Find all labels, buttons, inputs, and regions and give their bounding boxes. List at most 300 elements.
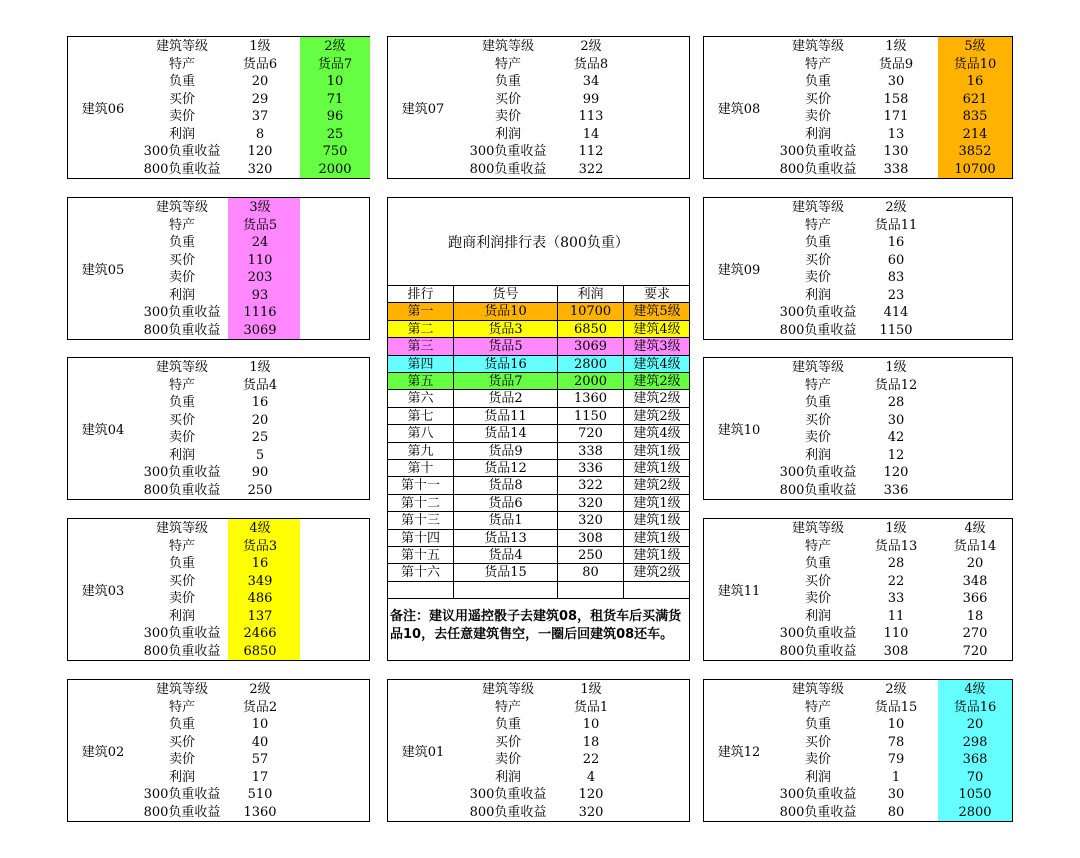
value-primary: 93 bbox=[251, 287, 269, 303]
value-secondary bbox=[300, 269, 370, 287]
value-primary: 37 bbox=[251, 109, 269, 124]
value-primary: 23 bbox=[887, 287, 905, 303]
value-primary: 货品6 bbox=[242, 56, 278, 72]
row-label: 负重 bbox=[804, 74, 831, 89]
building-row bbox=[68, 804, 369, 822]
building-row bbox=[704, 287, 1012, 305]
row-label: 买价 bbox=[494, 91, 521, 107]
requirement-cell: 建筑4级 bbox=[633, 356, 681, 372]
building-row bbox=[68, 56, 369, 74]
ranking-row bbox=[388, 564, 689, 581]
building-row bbox=[704, 699, 1012, 717]
value-primary: 338 bbox=[883, 161, 909, 177]
value-secondary bbox=[300, 447, 370, 465]
building-row bbox=[68, 234, 369, 252]
row-label: 特产 bbox=[804, 217, 831, 233]
value-primary: 货品4 bbox=[242, 377, 278, 393]
row-label: 卖价 bbox=[168, 752, 195, 767]
value-secondary: 71 bbox=[326, 91, 344, 107]
ranking-row bbox=[388, 373, 689, 390]
value-secondary bbox=[936, 287, 1006, 305]
building-row bbox=[68, 394, 369, 412]
value-primary: 5 bbox=[255, 447, 265, 463]
building-row bbox=[388, 699, 689, 717]
building-row bbox=[704, 91, 1012, 109]
value-primary: 货品5 bbox=[242, 217, 278, 233]
row-label: 特产 bbox=[168, 699, 195, 715]
value-primary: 10 bbox=[887, 717, 905, 732]
value-secondary: 货品16 bbox=[953, 699, 997, 715]
value-primary: 14 bbox=[582, 126, 600, 142]
row-label: 负重 bbox=[804, 395, 831, 410]
row-label: 负重 bbox=[168, 556, 195, 571]
row-label: 800负重收益 bbox=[143, 643, 221, 659]
value-primary: 1级 bbox=[885, 521, 907, 536]
item-cell: 货品14 bbox=[454, 425, 558, 441]
building-row bbox=[68, 786, 369, 804]
item-cell: 货品4 bbox=[454, 547, 558, 563]
value-primary: 250 bbox=[247, 482, 273, 498]
row-label: 300负重收益 bbox=[143, 465, 221, 480]
building-row bbox=[68, 482, 369, 500]
value-secondary: 2级 bbox=[324, 39, 346, 54]
value-secondary bbox=[300, 252, 370, 270]
row-label: 买价 bbox=[804, 734, 831, 750]
row-label: 卖价 bbox=[494, 752, 521, 767]
row-label: 卖价 bbox=[804, 270, 831, 285]
value-secondary bbox=[936, 482, 1006, 500]
profit-cell: 1360 bbox=[558, 390, 624, 406]
value-secondary bbox=[300, 608, 370, 626]
value-primary: 40 bbox=[251, 734, 269, 750]
row-label: 800负重收益 bbox=[143, 482, 221, 498]
requirement-cell: 建筑4级 bbox=[633, 321, 681, 337]
value-primary: 2级 bbox=[885, 682, 907, 697]
building-row bbox=[704, 304, 1012, 322]
value-primary: 3级 bbox=[249, 200, 271, 215]
row-label: 卖价 bbox=[168, 591, 195, 606]
value-primary: 171 bbox=[883, 109, 909, 124]
value-primary: 120 bbox=[247, 144, 273, 159]
building-row bbox=[704, 769, 1012, 787]
profit-cell: 720 bbox=[558, 425, 624, 441]
building-row bbox=[704, 359, 1012, 377]
building-card-06 bbox=[67, 36, 370, 179]
building-row bbox=[704, 322, 1012, 340]
profit-cell: 10700 bbox=[558, 303, 624, 319]
value-primary: 10 bbox=[251, 717, 269, 732]
value-secondary bbox=[620, 38, 690, 56]
item-cell: 货品16 bbox=[454, 356, 558, 372]
requirement-cell: 建筑2级 bbox=[633, 391, 681, 407]
value-secondary: 20 bbox=[966, 556, 984, 571]
building-row bbox=[68, 217, 369, 235]
ranking-row bbox=[388, 390, 689, 407]
building-name: 建筑09 bbox=[717, 263, 761, 278]
value-secondary bbox=[300, 359, 370, 377]
row-label: 负重 bbox=[168, 74, 195, 89]
requirement-cell: 建筑5级 bbox=[633, 304, 681, 320]
building-card-11 bbox=[703, 518, 1013, 661]
building-row bbox=[388, 161, 689, 179]
value-primary: 货品12 bbox=[874, 377, 918, 393]
value-primary: 6850 bbox=[243, 643, 277, 659]
building-card-02 bbox=[67, 679, 370, 822]
row-label: 建筑等级 bbox=[155, 360, 208, 375]
ranking-note: 备注：建议用遥控骰子去建筑08，租货车后买满货品10，去任意建筑售空，一圈后回建筑08还车。 bbox=[390, 609, 682, 642]
ranking-table bbox=[387, 197, 690, 661]
value-primary: 18 bbox=[582, 734, 600, 750]
ranking-row bbox=[388, 425, 689, 442]
value-primary: 2级 bbox=[249, 682, 271, 697]
building-row bbox=[68, 322, 369, 340]
ranking-row bbox=[388, 338, 689, 355]
value-secondary: 10700 bbox=[954, 161, 996, 177]
value-secondary bbox=[300, 520, 370, 538]
ranking-row bbox=[388, 495, 689, 512]
building-row bbox=[704, 464, 1012, 482]
value-primary: 320 bbox=[247, 161, 273, 177]
value-secondary bbox=[300, 377, 370, 395]
building-name: 建筑11 bbox=[717, 584, 761, 599]
row-label: 建筑等级 bbox=[155, 200, 208, 215]
profit-cell: 336 bbox=[558, 460, 624, 476]
value-primary: 112 bbox=[578, 144, 604, 159]
row-label: 特产 bbox=[804, 699, 831, 715]
building-row bbox=[704, 429, 1012, 447]
value-secondary bbox=[936, 304, 1006, 322]
value-secondary: 2000 bbox=[318, 161, 352, 177]
value-secondary: 4级 bbox=[964, 682, 986, 697]
value-primary: 486 bbox=[247, 591, 273, 606]
building-row bbox=[388, 751, 689, 769]
ranking-row bbox=[388, 443, 689, 460]
value-secondary: 366 bbox=[962, 591, 988, 606]
profit-cell: 308 bbox=[558, 530, 624, 546]
profit-cell: 2800 bbox=[558, 356, 624, 372]
building-row bbox=[704, 643, 1012, 661]
row-label: 负重 bbox=[804, 556, 831, 571]
profit-cell: 250 bbox=[558, 547, 624, 563]
value-primary: 2级 bbox=[580, 39, 602, 54]
value-secondary bbox=[300, 751, 370, 769]
value-primary: 80 bbox=[887, 804, 905, 820]
empty-cell bbox=[388, 582, 454, 598]
value-primary: 1150 bbox=[879, 322, 913, 338]
row-label: 卖价 bbox=[168, 109, 195, 124]
value-secondary bbox=[620, 143, 690, 161]
row-label: 建筑等级 bbox=[791, 200, 844, 215]
row-label: 300负重收益 bbox=[779, 144, 857, 159]
value-primary: 16 bbox=[887, 235, 905, 250]
building-row bbox=[704, 412, 1012, 430]
value-primary: 203 bbox=[247, 270, 273, 285]
rank-cell: 第十二 bbox=[388, 495, 454, 511]
row-label: 建筑等级 bbox=[481, 39, 534, 54]
row-label: 买价 bbox=[804, 412, 831, 428]
value-primary: 货品8 bbox=[573, 56, 609, 72]
value-primary: 1级 bbox=[249, 360, 271, 375]
value-primary: 1 bbox=[891, 769, 901, 785]
empty-cell bbox=[624, 582, 690, 598]
value-primary: 货品11 bbox=[874, 217, 918, 233]
value-primary: 28 bbox=[887, 395, 905, 410]
value-secondary bbox=[300, 234, 370, 252]
value-secondary: 货品7 bbox=[317, 56, 353, 72]
value-secondary bbox=[936, 269, 1006, 287]
building-row bbox=[704, 394, 1012, 412]
row-label: 300负重收益 bbox=[469, 787, 547, 802]
value-primary: 13 bbox=[887, 126, 905, 142]
ranking-row bbox=[388, 547, 689, 564]
building-row bbox=[68, 199, 369, 217]
profit-cell: 338 bbox=[558, 443, 624, 459]
row-label: 负重 bbox=[494, 717, 521, 732]
building-row bbox=[68, 38, 369, 56]
profit-cell: 80 bbox=[558, 564, 624, 580]
building-row bbox=[68, 447, 369, 465]
building-card-08 bbox=[703, 36, 1013, 179]
building-card-03 bbox=[67, 518, 370, 661]
row-label: 买价 bbox=[168, 412, 195, 428]
value-primary: 320 bbox=[578, 804, 604, 820]
value-primary: 510 bbox=[247, 787, 273, 802]
rank-cell: 第三 bbox=[388, 338, 454, 354]
value-secondary bbox=[936, 217, 1006, 235]
value-primary: 16 bbox=[251, 395, 269, 410]
building-row bbox=[388, 38, 689, 56]
building-card-12 bbox=[703, 679, 1013, 822]
value-primary: 349 bbox=[247, 573, 273, 589]
item-cell: 货品9 bbox=[454, 443, 558, 459]
value-secondary bbox=[620, 91, 690, 109]
value-primary: 30 bbox=[887, 787, 905, 802]
requirement-cell: 建筑2级 bbox=[633, 478, 681, 494]
building-name: 建筑05 bbox=[81, 263, 125, 278]
building-row bbox=[388, 143, 689, 161]
value-secondary: 10 bbox=[326, 74, 344, 89]
building-name: 建筑08 bbox=[717, 102, 761, 117]
row-label: 卖价 bbox=[168, 430, 195, 445]
value-primary: 10 bbox=[582, 717, 600, 732]
value-secondary: 348 bbox=[962, 573, 988, 589]
value-primary: 2466 bbox=[243, 626, 277, 641]
value-secondary bbox=[300, 716, 370, 734]
building-row bbox=[68, 429, 369, 447]
building-row bbox=[388, 56, 689, 74]
building-row bbox=[704, 161, 1012, 179]
building-row bbox=[68, 269, 369, 287]
ranking-header-cell: 货号 bbox=[454, 286, 558, 302]
ranking-row bbox=[388, 303, 689, 320]
building-row bbox=[704, 126, 1012, 144]
row-label: 负重 bbox=[494, 74, 521, 89]
value-secondary bbox=[300, 804, 370, 822]
building-row bbox=[388, 716, 689, 734]
value-secondary bbox=[300, 625, 370, 643]
building-row bbox=[68, 359, 369, 377]
row-label: 建筑等级 bbox=[791, 521, 844, 536]
building-name: 建筑07 bbox=[401, 102, 445, 117]
row-label: 买价 bbox=[804, 252, 831, 268]
ranking-row bbox=[388, 460, 689, 477]
value-primary: 2级 bbox=[885, 200, 907, 215]
profit-cell: 322 bbox=[558, 477, 624, 493]
row-label: 300负重收益 bbox=[779, 465, 857, 480]
building-name: 建筑06 bbox=[81, 102, 125, 117]
value-secondary: 368 bbox=[962, 752, 988, 767]
rank-cell: 第十 bbox=[388, 460, 454, 476]
building-row bbox=[68, 252, 369, 270]
building-row bbox=[704, 73, 1012, 91]
ranking-row bbox=[388, 356, 689, 373]
rank-cell: 第十四 bbox=[388, 530, 454, 546]
row-label: 300负重收益 bbox=[143, 144, 221, 159]
building-row bbox=[68, 108, 369, 126]
building-row bbox=[388, 769, 689, 787]
item-cell: 货品11 bbox=[454, 408, 558, 424]
ranking-row bbox=[388, 512, 689, 529]
building-row bbox=[68, 464, 369, 482]
building-row bbox=[68, 538, 369, 556]
value-primary: 1116 bbox=[243, 305, 277, 320]
rank-cell: 第十一 bbox=[388, 477, 454, 493]
item-cell: 货品2 bbox=[454, 390, 558, 406]
item-cell: 货品1 bbox=[454, 512, 558, 528]
value-secondary: 720 bbox=[962, 643, 988, 659]
value-primary: 137 bbox=[247, 608, 273, 624]
row-label: 特产 bbox=[804, 538, 831, 554]
building-row bbox=[68, 769, 369, 787]
value-secondary bbox=[300, 590, 370, 608]
building-row bbox=[68, 608, 369, 626]
building-row bbox=[704, 786, 1012, 804]
building-row bbox=[68, 643, 369, 661]
row-label: 负重 bbox=[168, 395, 195, 410]
ranking-header-row bbox=[388, 286, 689, 303]
building-card-07 bbox=[387, 36, 690, 179]
row-label: 300负重收益 bbox=[779, 787, 857, 802]
value-secondary: 2800 bbox=[958, 804, 992, 820]
value-secondary bbox=[936, 412, 1006, 430]
building-row bbox=[704, 625, 1012, 643]
row-label: 300负重收益 bbox=[143, 787, 221, 802]
value-secondary bbox=[620, 734, 690, 752]
rank-cell: 第四 bbox=[388, 356, 454, 372]
value-primary: 货品13 bbox=[874, 538, 918, 554]
ranking-header-cell: 排行 bbox=[388, 286, 454, 302]
building-row bbox=[388, 681, 689, 699]
value-secondary bbox=[620, 681, 690, 699]
rank-cell: 第十六 bbox=[388, 564, 454, 580]
value-primary: 120 bbox=[883, 465, 909, 480]
item-cell: 货品8 bbox=[454, 477, 558, 493]
empty-cell bbox=[558, 582, 624, 598]
value-secondary bbox=[300, 394, 370, 412]
value-secondary: 96 bbox=[326, 109, 344, 124]
building-row bbox=[704, 751, 1012, 769]
building-row bbox=[68, 287, 369, 305]
value-primary: 1级 bbox=[885, 360, 907, 375]
value-primary: 33 bbox=[887, 591, 905, 606]
building-row bbox=[68, 734, 369, 752]
value-secondary bbox=[300, 643, 370, 661]
row-label: 特产 bbox=[168, 56, 195, 72]
rank-cell: 第二 bbox=[388, 321, 454, 337]
profit-cell: 6850 bbox=[558, 321, 624, 337]
building-row bbox=[68, 573, 369, 591]
value-primary: 8 bbox=[255, 126, 265, 142]
value-primary: 16 bbox=[251, 556, 269, 571]
value-secondary: 货品10 bbox=[953, 56, 997, 72]
value-secondary bbox=[300, 555, 370, 573]
value-secondary bbox=[300, 412, 370, 430]
row-label: 300负重收益 bbox=[143, 626, 221, 641]
building-row bbox=[704, 252, 1012, 270]
value-primary: 60 bbox=[887, 252, 905, 268]
item-cell: 货品12 bbox=[454, 460, 558, 476]
row-label: 800负重收益 bbox=[143, 161, 221, 177]
row-label: 负重 bbox=[804, 717, 831, 732]
profit-cell: 1150 bbox=[558, 408, 624, 424]
requirement-cell: 建筑1级 bbox=[633, 443, 681, 459]
row-label: 建筑等级 bbox=[481, 682, 534, 697]
ranking-row bbox=[388, 530, 689, 547]
value-secondary: 214 bbox=[962, 126, 988, 142]
requirement-cell: 建筑2级 bbox=[633, 565, 681, 581]
building-row bbox=[388, 91, 689, 109]
value-primary: 34 bbox=[582, 74, 600, 89]
value-secondary: 1050 bbox=[958, 787, 992, 802]
building-name: 建筑03 bbox=[81, 584, 125, 599]
value-secondary: 16 bbox=[966, 74, 984, 89]
building-row bbox=[388, 73, 689, 91]
value-secondary: 25 bbox=[326, 126, 344, 142]
rank-cell: 第一 bbox=[388, 303, 454, 319]
item-cell: 货品7 bbox=[454, 373, 558, 389]
item-cell: 货品15 bbox=[454, 564, 558, 580]
building-row bbox=[388, 786, 689, 804]
row-label: 建筑等级 bbox=[791, 360, 844, 375]
building-name: 建筑04 bbox=[81, 423, 125, 438]
value-primary: 20 bbox=[251, 412, 269, 428]
building-row bbox=[704, 573, 1012, 591]
requirement-cell: 建筑2级 bbox=[633, 408, 681, 424]
row-label: 利润 bbox=[804, 608, 831, 624]
row-label: 建筑等级 bbox=[791, 682, 844, 697]
row-label: 卖价 bbox=[804, 430, 831, 445]
value-secondary: 835 bbox=[962, 109, 988, 124]
building-row bbox=[704, 217, 1012, 235]
row-label: 特产 bbox=[168, 377, 195, 393]
profit-cell: 3069 bbox=[558, 338, 624, 354]
row-label: 负重 bbox=[168, 235, 195, 250]
value-secondary bbox=[300, 769, 370, 787]
value-secondary bbox=[620, 108, 690, 126]
ranking-row bbox=[388, 321, 689, 338]
ranking-title: 跑商利润排行表（800负重） bbox=[448, 234, 629, 251]
value-primary: 30 bbox=[887, 412, 905, 428]
value-primary: 414 bbox=[883, 305, 909, 320]
value-primary: 120 bbox=[578, 787, 604, 802]
value-primary: 29 bbox=[251, 91, 269, 107]
requirement-cell: 建筑1级 bbox=[633, 461, 681, 476]
row-label: 负重 bbox=[168, 717, 195, 732]
requirement-cell: 建筑1级 bbox=[633, 495, 681, 511]
requirement-cell: 建筑1级 bbox=[633, 530, 681, 546]
value-secondary: 298 bbox=[962, 734, 988, 750]
value-primary: 130 bbox=[883, 144, 909, 159]
